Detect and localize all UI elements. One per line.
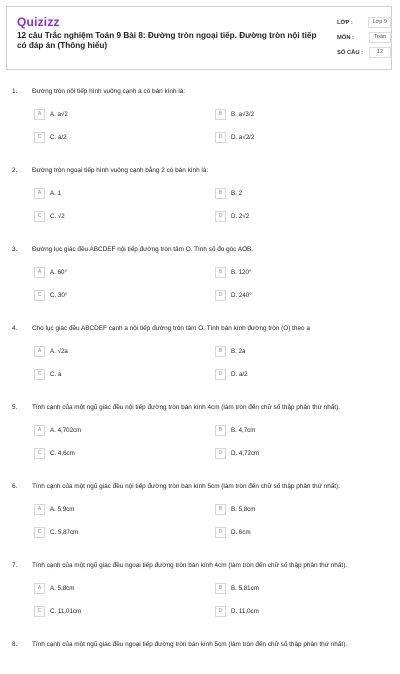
answer-option-b[interactable]: [215, 582, 365, 594]
question-number: 8.: [12, 641, 18, 648]
answer-options: [0, 106, 400, 152]
option-text: A. 60°: [50, 268, 67, 276]
answer-option-a[interactable]: [34, 582, 184, 594]
answer-option-a[interactable]: [34, 345, 184, 357]
question-header: [0, 325, 400, 343]
option-letter-box: D: [215, 527, 226, 538]
meta-row-grade: [337, 17, 391, 28]
option-text: C. 11,01cm: [50, 607, 82, 615]
meta-row-count: [337, 47, 391, 58]
option-text: B. 2a: [231, 347, 246, 355]
answer-option-c[interactable]: [34, 368, 184, 380]
question-header: [0, 167, 400, 185]
question-text: Đường lục giác đều ABCDEF nội tiếp đường tròn tâm O. Tính số đo góc AOB.: [32, 246, 254, 253]
answer-option-b[interactable]: [215, 424, 365, 436]
answer-option-c[interactable]: [34, 131, 184, 143]
meta-value: 12: [369, 47, 391, 58]
option-text: C. 30°: [50, 291, 68, 299]
option-letter-box: B: [215, 346, 226, 357]
question-number: 3.: [12, 246, 18, 253]
option-letter-box: B: [215, 583, 226, 594]
option-text: D. 4,72cm: [231, 449, 260, 457]
option-text: D. a/2: [231, 370, 248, 378]
option-letter-box: B: [215, 504, 226, 515]
option-text: A. 5,8cm: [50, 584, 75, 592]
option-letter-box: A: [34, 583, 45, 594]
question-item: [0, 562, 400, 626]
option-letter-box: D: [215, 369, 226, 380]
option-text: C. a: [50, 370, 62, 378]
answer-options: [0, 422, 400, 468]
option-text: D. 240°: [231, 291, 252, 299]
answer-option-b[interactable]: [215, 345, 365, 357]
option-letter-box: A: [34, 504, 45, 515]
option-text: D. 6cm: [231, 528, 251, 536]
meta-label: LỚP :: [337, 19, 353, 26]
option-text: D. a√2/2: [231, 133, 255, 141]
answer-option-c[interactable]: [34, 526, 184, 538]
option-letter-box: A: [34, 346, 45, 357]
option-letter-box: C: [34, 369, 45, 380]
question-number: 6.: [12, 483, 18, 490]
question-item: [0, 88, 400, 152]
option-letter-box: D: [215, 606, 226, 617]
question-text: Tính cạnh của một ngũ giác đều nội tiếp đường tròn bán kính 5cm (làm tròn đến chữ số thập phân thứ nhất).: [32, 483, 340, 490]
answer-option-d[interactable]: [215, 131, 365, 143]
question-number: 5.: [12, 404, 18, 411]
answer-options: [0, 264, 400, 310]
answer-option-d[interactable]: [215, 210, 365, 222]
answer-options: [0, 185, 400, 231]
question-header: [0, 246, 400, 264]
meta-value: Lớp 9: [368, 17, 391, 28]
option-text: B. 5,8cm: [231, 505, 256, 513]
answer-option-a[interactable]: [34, 503, 184, 515]
answer-option-a[interactable]: [34, 424, 184, 436]
question-text: Cho lục giác đều ABCDEF cạnh a nội tiếp đường tròn tâm O. Tính bán kính đường tròn (O) theo a: [32, 325, 310, 332]
option-letter-box: D: [215, 290, 226, 301]
answer-option-d[interactable]: [215, 289, 365, 301]
answer-option-d[interactable]: [215, 526, 365, 538]
answer-option-a[interactable]: [34, 266, 184, 278]
question-item: [0, 404, 400, 468]
option-letter-box: B: [215, 109, 226, 120]
worksheet-title: 12 câu Trắc nghiệm Toán 9 Bài 8: Đường tròn ngoại tiếp. Đường tròn nội tiếp có đáp án (Thông hiểu): [17, 31, 317, 50]
answer-option-b[interactable]: [215, 187, 365, 199]
answer-options: [0, 580, 400, 626]
option-text: B. 120°: [231, 268, 252, 276]
option-letter-box: C: [34, 290, 45, 301]
question-number: 2.: [12, 167, 18, 174]
option-letter-box: C: [34, 211, 45, 222]
option-letter-box: A: [34, 267, 45, 278]
option-text: A. 5,9cm: [50, 505, 75, 513]
question-header: [0, 641, 400, 659]
option-letter-box: C: [34, 527, 45, 538]
question-header: [0, 88, 400, 106]
option-letter-box: C: [34, 606, 45, 617]
option-letter-box: C: [34, 448, 45, 459]
option-text: D. 11,0cm: [231, 607, 259, 615]
option-letter-box: A: [34, 188, 45, 199]
option-letter-box: A: [34, 109, 45, 120]
option-letter-box: D: [215, 448, 226, 459]
meta-label: SỐ CÂU :: [337, 49, 364, 56]
answer-options: [0, 501, 400, 547]
answer-option-d[interactable]: [215, 447, 365, 459]
answer-option-c[interactable]: [34, 210, 184, 222]
question-header: [0, 483, 400, 501]
question-item: [0, 167, 400, 231]
question-item: [0, 325, 400, 389]
answer-option-a[interactable]: [34, 108, 184, 120]
option-text: C. a/2: [50, 133, 67, 141]
question-header: [0, 562, 400, 580]
meta-row-subject: [337, 32, 391, 43]
option-letter-box: B: [215, 188, 226, 199]
question-text: Đường tròn ngoại tiếp hình vuông cạnh bằng 2 có bán kính là:: [32, 167, 209, 174]
option-text: B. a√3/2: [231, 110, 255, 118]
question-item: [0, 246, 400, 310]
option-text: C. √2: [50, 212, 65, 220]
option-text: A. a√2: [50, 110, 68, 118]
question-text: Tính cạnh của một ngũ giác đều ngoại tiếp đường tròn bán kính 5cm (làm tròn đến chữ số thập phân thứ nhất).: [32, 641, 348, 648]
worksheet-header: [6, 6, 392, 70]
question-item: [0, 641, 400, 659]
question-text: Tính cạnh của một ngũ giác đều ngoại tiếp đường tròn bán kính 4cm (làm tròn đến chữ số thập phân thứ nhất).: [32, 562, 348, 569]
meta-label: MÔN :: [337, 34, 355, 41]
question-number: 1.: [12, 88, 18, 95]
option-letter-box: B: [215, 267, 226, 278]
meta-value: Toán: [369, 32, 391, 43]
answer-option-b[interactable]: [215, 266, 365, 278]
option-letter-box: B: [215, 425, 226, 436]
answer-option-b[interactable]: [215, 108, 365, 120]
question-text: Đường tròn nội tiếp hình vuông cạnh a có bán kính là:: [32, 88, 186, 95]
option-text: A. √2a: [50, 347, 68, 355]
option-text: B. 4,7cm: [231, 426, 256, 434]
question-item: [0, 483, 400, 547]
option-letter-box: C: [34, 132, 45, 143]
question-number: 7.: [12, 562, 18, 569]
option-letter-box: A: [34, 425, 45, 436]
answer-option-c[interactable]: [34, 447, 184, 459]
answer-option-b[interactable]: [215, 503, 365, 515]
option-text: A. 4,702cm: [50, 426, 82, 434]
option-text: C. 4,6cm: [50, 449, 75, 457]
question-list: [0, 88, 400, 674]
quizizz-logo: Quizizz: [17, 15, 60, 29]
answer-option-d[interactable]: [215, 368, 365, 380]
answer-option-d[interactable]: [215, 605, 365, 617]
question-number: 4.: [12, 325, 18, 332]
answer-option-c[interactable]: [34, 289, 184, 301]
option-letter-box: D: [215, 211, 226, 222]
option-text: B. 5,81cm: [231, 584, 259, 592]
answer-option-a[interactable]: [34, 187, 184, 199]
option-text: C. 5,87cm: [50, 528, 79, 536]
option-text: D. 2√2: [231, 212, 250, 220]
option-letter-box: D: [215, 132, 226, 143]
question-text: Tính cạnh của một ngũ giác đều nội tiếp đường tròn bán kính 4cm (làm tròn đến chữ số thập phân thứ nhất).: [32, 404, 340, 411]
answer-option-c[interactable]: [34, 605, 184, 617]
option-text: A. 1: [50, 189, 62, 197]
question-header: [0, 404, 400, 422]
option-text: B. 2: [231, 189, 243, 197]
answer-options: [0, 343, 400, 389]
meta-panel: [337, 17, 391, 62]
